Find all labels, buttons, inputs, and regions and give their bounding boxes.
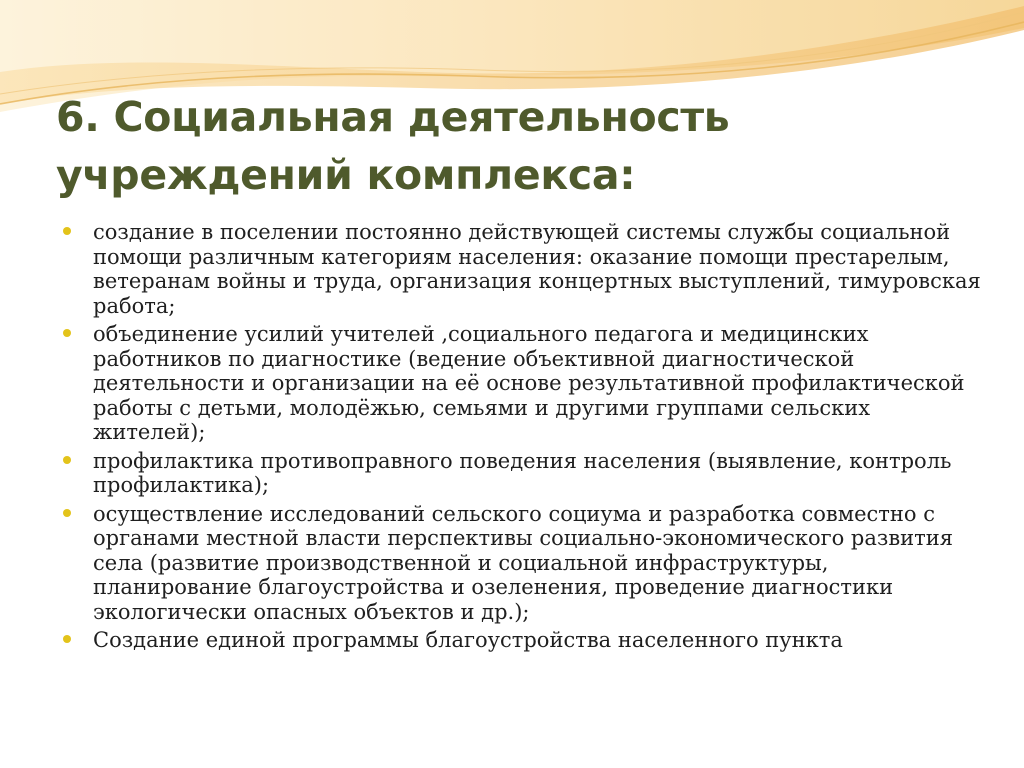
page-title: 6. Социальная деятельность учреждений комплекса:: [56, 93, 730, 199]
bullet-icon: [63, 227, 71, 235]
bullet-icon: [63, 635, 71, 643]
list-item-text: профилактика противоправного поведения населения (выявление, контроль профилактика);: [93, 448, 952, 497]
bullet-icon: [63, 329, 71, 337]
bullet-list: [62, 220, 982, 657]
bullet-icon: [63, 456, 71, 464]
list-item-text: Создание единой программы благоустройства населенного пункта: [93, 628, 843, 652]
list-item: [62, 322, 982, 445]
list-item-text: создание в поселении постоянно действующей системы службы социальной помощи различным категориям населения: оказание помощи престарелым, ветеранам войны и труда, организация концертных выступлений, тимуровская работа;: [93, 220, 981, 318]
bullet-icon: [63, 509, 71, 517]
list-item-text: осуществление исследований сельского социума и разработка совместно с органами местной власти перспективы социально-экономического развития села (развитие производственной и социальной инфраструктуры, планирование благоустройства и озеленения, проведение диагностики экологически опасных объектов и др.);: [93, 501, 954, 624]
list-item: [62, 502, 982, 625]
list-item: [62, 220, 982, 318]
list-item: [62, 449, 982, 498]
list-item: [62, 628, 982, 653]
list-item-text: объединение усилий учителей ,социального педагога и медицинских работников по диагностике (ведение объективной диагностической деятельности и организации на её основе результативной профилактической работы с детьми, молодёжью, семьями и другими группами сельских жителей);: [93, 322, 965, 444]
